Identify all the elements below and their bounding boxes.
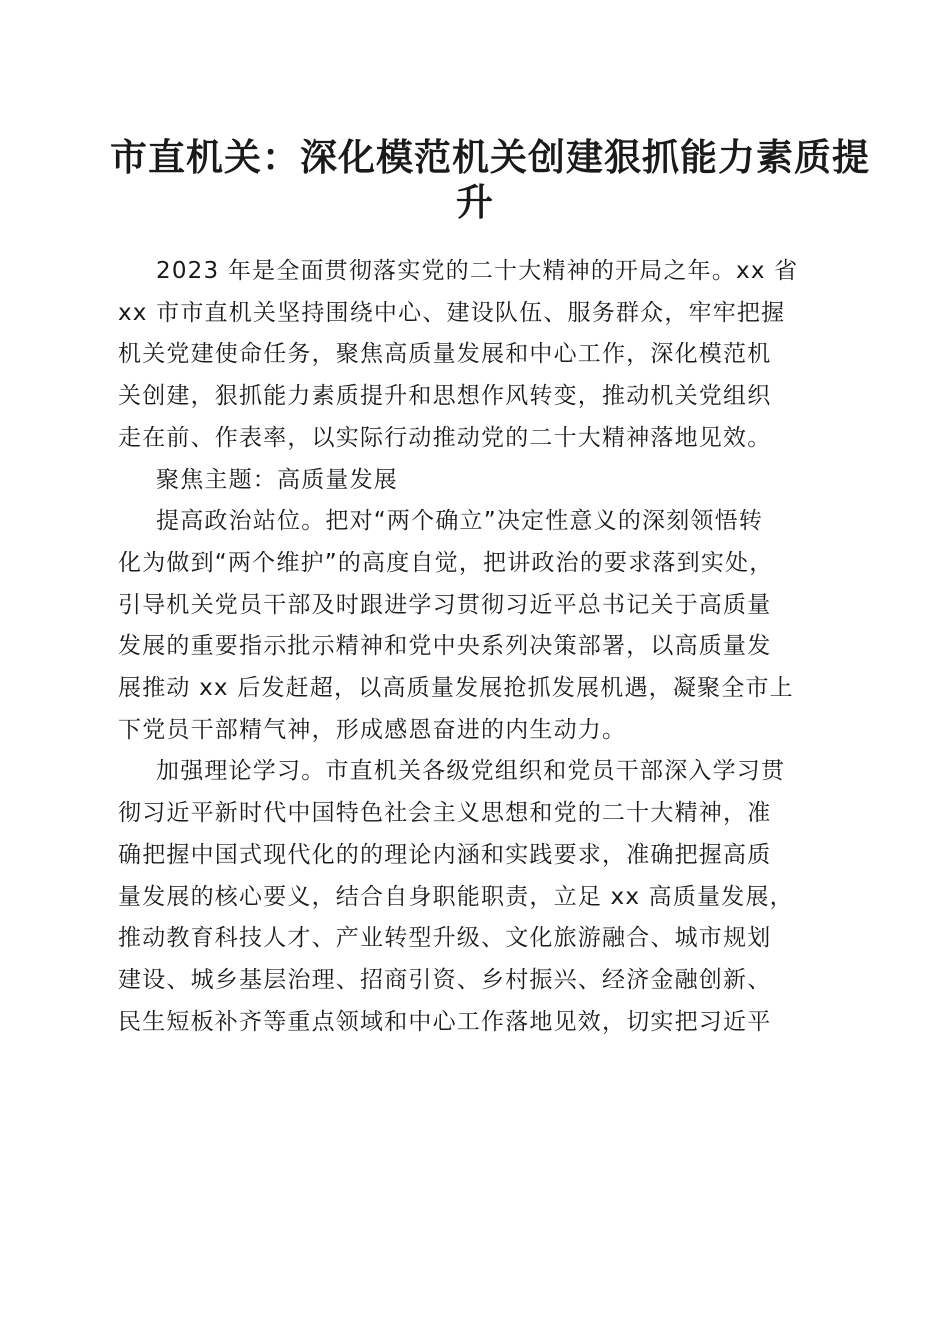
text-line: 引导机关党员干部及时跟进学习贯彻习近平总书记关于高质量 xyxy=(118,591,772,618)
document-title xyxy=(110,135,870,225)
text-line: 发展的重要指示批示精神和党中央系列决策部署，以高质量发 xyxy=(118,633,772,660)
title-line: 升 xyxy=(456,180,494,224)
intro-paragraph xyxy=(118,251,838,460)
text-line: 走在前、作表率，以实际行动推动党的二十大精神落地见效。 xyxy=(118,424,772,451)
text-line: 下党员干部精气神，形成感恩奋进的内生动力。 xyxy=(118,716,627,743)
text-line: 推动教育科技人才、产业转型升级、文化旅游融合、城市规划 xyxy=(118,925,772,952)
text-line: 关创建，狠抓能力素质提升和思想作风转变，推动机关党组织 xyxy=(118,383,772,410)
text-line: 展推动 xx 后发赶超，以高质量发展抢抓发展机遇，凝聚全市上 xyxy=(118,675,794,702)
text-line: 量发展的核心要义，结合自身职能职责，立足 xx 高质量发展， xyxy=(118,883,794,910)
title-line: 市直机关：深化模范机关创建狠抓能力素质提 xyxy=(110,135,870,179)
text-line: 2023 年是全面贯彻落实党的二十大精神的开局之年。xx 省 xyxy=(156,258,799,284)
text-line: 提高政治站位。把对“两个确立”决定性意义的深刻领悟转 xyxy=(156,508,764,535)
body-paragraph xyxy=(118,751,838,1043)
text-line: 加强理论学习。市直机关各级党组织和党员干部深入学习贯 xyxy=(156,758,786,785)
text-line: 化为做到“两个维护”的高度自觉，把讲政治的要求落到实处， xyxy=(118,549,774,576)
text-line: 聚焦主题：高质量发展 xyxy=(156,466,398,493)
body-paragraph xyxy=(118,501,838,751)
document-body xyxy=(118,251,838,1043)
text-line: 彻习近平新时代中国特色社会主义思想和党的二十大精神，准 xyxy=(118,800,772,827)
text-line: 确把握中国式现代化的的理论内涵和实践要求，准确把握高质 xyxy=(118,841,772,868)
section-heading xyxy=(118,460,838,502)
text-line: 机关党建使命任务，聚焦高质量发展和中心工作，深化模范机 xyxy=(118,341,772,368)
text-line: 建设、城乡基层治理、招商引资、乡村振兴、经济金融创新、 xyxy=(118,966,772,993)
text-line: 民生短板补齐等重点领域和中心工作落地见效，切实把习近平 xyxy=(118,1008,772,1035)
text-line: xx 市市直机关坚持围绕中心、建设队伍、服务群众，牢牢把握 xyxy=(118,299,786,326)
